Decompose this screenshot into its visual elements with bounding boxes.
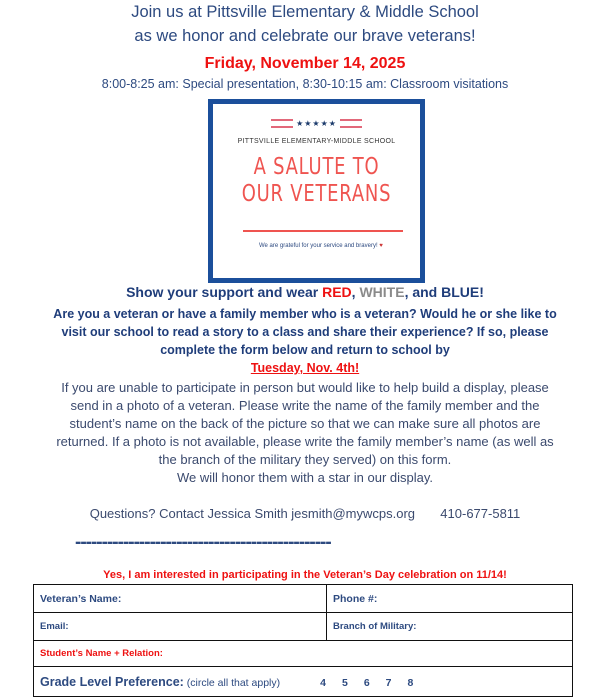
- cut-line: ------------------------------------------------: [75, 532, 331, 553]
- support-line: Show your support and wear RED, WHITE, and BLUE!: [126, 284, 484, 300]
- poster-school: PITTSVILLE ELEMENTARY-MIDDLE SCHOOL: [237, 138, 396, 145]
- photo-line: returned. If a photo is not available, please write the family member’s name (as well as: [56, 434, 554, 449]
- student-field[interactable]: Student’s Name + Relation:: [34, 641, 573, 667]
- photo-line: the branch of the military they served) on this form.: [158, 452, 452, 467]
- stars-icon: ★★★★★: [213, 119, 420, 128]
- poster-title: A SALUTE TO OUR VETERANS: [241, 154, 392, 207]
- phone-field[interactable]: Phone #:: [327, 585, 573, 613]
- schedule: 8:00-8:25 am: Special presentation, 8:30-10:15 am: Classroom visitations: [101, 77, 509, 91]
- grade-6[interactable]: 6: [363, 676, 370, 689]
- event-date: Friday, November 14, 2025: [204, 55, 406, 72]
- grade-field[interactable]: [34, 667, 573, 697]
- grade-label: Grade Level Preference:: [40, 674, 184, 689]
- branch-field[interactable]: Branch of Military:: [327, 613, 573, 641]
- grade-note: (circle all that apply): [186, 676, 281, 689]
- ask-line: Are you a veteran or have a family member who is a veteran? Would he or she like to: [53, 307, 557, 321]
- email-field[interactable]: Email:: [34, 613, 327, 641]
- photo-line: student’s name on the back of the picture so that we can make sure all photos are: [69, 416, 541, 431]
- intro-line-2: as we honor and celebrate our brave veterans!: [134, 27, 476, 45]
- grade-7[interactable]: 7: [385, 676, 392, 689]
- ask-line: complete the form below and return to school by: [160, 343, 450, 357]
- signup-form: [33, 584, 573, 697]
- poster-tagline: We are grateful for your service and bravery! ♥: [259, 243, 383, 249]
- veteran-name-field[interactable]: Veteran’s Name:: [34, 585, 327, 613]
- contact: Questions? Contact Jessica Smith jesmith@mywcps.org 410-677-5811: [89, 506, 521, 521]
- photo-line: We will honor them with a star in our display.: [176, 470, 433, 485]
- grade-4[interactable]: 4: [320, 676, 326, 689]
- ask-line: visit our school to read a story to a class and share their experience? If so, please: [61, 325, 549, 339]
- intro-line-1: Join us at Pittsville Elementary & Middle School: [131, 3, 479, 21]
- grade-5[interactable]: 5: [341, 676, 348, 689]
- grade-8[interactable]: 8: [407, 676, 414, 689]
- photo-line: send in a photo of a veteran. Please write the name of the family member and the: [70, 398, 540, 413]
- photo-line: If you are unable to participate in person but would like to help build a display, please: [61, 380, 549, 395]
- deadline: Tuesday, Nov. 4th!: [250, 361, 360, 375]
- flag-heart-icon: ♥: [379, 243, 383, 249]
- salute-poster: [208, 99, 425, 283]
- form-heading: Yes, I am interested in participating in the Veteran’s Day celebration on 11/14!: [103, 569, 507, 581]
